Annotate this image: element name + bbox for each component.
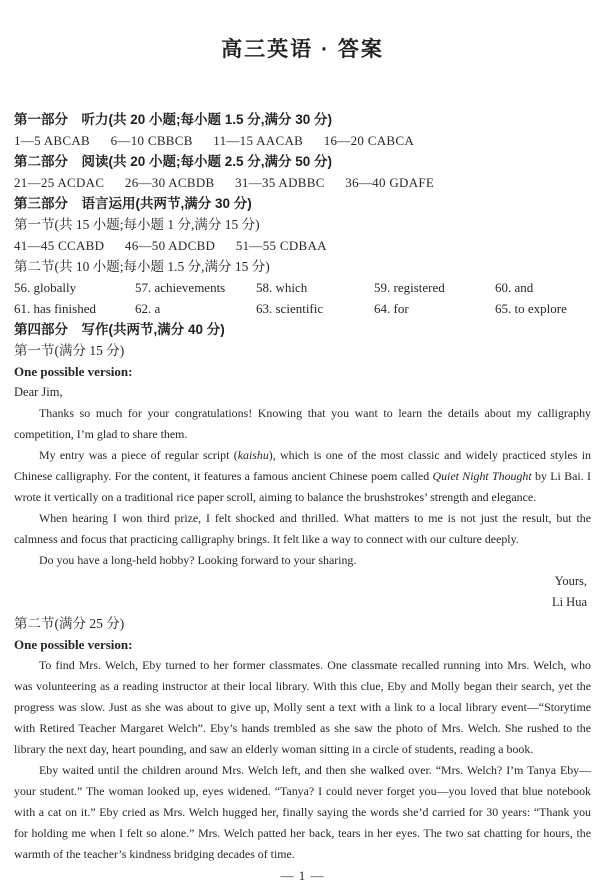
part3-section1-answers xyxy=(14,235,591,256)
answer-group: 6—10 CBBCB xyxy=(110,133,193,148)
answer-group: 51—55 CDBAA xyxy=(235,238,327,253)
essay1-paragraph-1: Thanks so much for your congratulations! Knowing that you want to learn the details about my calligraphy competition, I’m glad to share them. xyxy=(14,406,591,441)
essay2-section-heading: 第二节(满分 25 分) xyxy=(14,616,125,631)
essay2-paragraph-2: Eby waited until the children around Mrs. Welch left, and then she walked over. “Mrs. Welch? I’m Tanya Eby—your student.” The woman looked up, eyes widened. “Tanya? I could never forget you—you loved that blue notebook with a cat on it.” Eby cried as Mrs. Welch hugged her, finally saying the words she’d carried for 30 years: “Thank you for holding me when I felt so alone.” Mrs. Welch patted her back, tears in her eyes. The two sat chatting for hours, the warmth of the teacher’s kindness bridging decades of time. xyxy=(14,763,591,861)
answer-group: 21—25 ACDAC xyxy=(14,175,105,190)
essay1-salutation: Dear Jim, xyxy=(14,385,63,399)
answer-group: 16—20 CABCA xyxy=(323,133,415,148)
part4-writing-heading: 第四部分 写作(共两节,满分 40 分) xyxy=(14,322,225,337)
answer-item: 61. has finished xyxy=(14,301,96,316)
essay1-closing: Yours, xyxy=(554,574,587,588)
answer-group: 1—5 ABCAB xyxy=(14,133,91,148)
essay1-signature: Li Hua xyxy=(551,595,587,609)
answer-item: 60. and xyxy=(495,280,534,295)
part3-section1-heading: 第一节(共 15 小题;每小题 1 分,满分 15 分) xyxy=(14,217,260,232)
essay1-paragraph-3: When hearing I won third prize, I felt shocked and thrilled. What matters to me is not just the result, but the calmness and focus that practicing calligraphy brings. It felt like a way to connect with our culture deeply. xyxy=(14,511,591,546)
answer-item: 59. registered xyxy=(374,280,445,295)
cloze-answers-row-1 xyxy=(14,277,591,298)
essay1-section-heading: 第一节(满分 15 分) xyxy=(14,343,125,358)
part2-reading-answers xyxy=(14,172,591,193)
essay1-para2-italic-kaishu: kaishu xyxy=(237,448,269,462)
part3-language-use-heading: 第三部分 语言运用(共两节,满分 30 分) xyxy=(14,196,252,211)
page-number: — 1 — xyxy=(280,868,325,883)
answer-item: 57. achievements xyxy=(135,280,226,295)
essay1-version-label: One possible version: xyxy=(14,364,133,379)
answer-group: 46—50 ADCBD xyxy=(124,238,216,253)
answer-item: 58. which xyxy=(256,280,308,295)
essay1-paragraph-4: Do you have a long-held hobby? Looking forward to your sharing. xyxy=(39,553,357,567)
essay1-para2-italic-poem-title: Quiet Night Thought xyxy=(432,469,532,483)
part1-listening-answers xyxy=(14,130,591,151)
part2-reading-heading: 第二部分 阅读(共 20 小题;每小题 2.5 分,满分 50 分) xyxy=(14,154,333,169)
essay1-para2-text: ), which is one of the most classic and widely practiced styles in Chinese calligraphy. For the content, it features a famous ancient Chinese poem called xyxy=(14,448,591,483)
writing-section-2 xyxy=(14,613,591,865)
answer-item: 64. for xyxy=(374,301,409,316)
answer-item: 56. globally xyxy=(14,280,77,295)
cloze-answers-row-2 xyxy=(14,298,591,319)
answer-group: 31—35 ADBBC xyxy=(235,175,325,190)
answer-group: 26—30 ACBDB xyxy=(124,175,215,190)
answer-group: 41—45 CCABD xyxy=(14,238,105,253)
essay2-paragraph-1: To find Mrs. Welch, Eby turned to her former classmates. One classmate recalled running into Mrs. Welch, who was volunteering as a reading instructor at their local library. With this clue, Eby and Molly began their search, yet the progress was slow. Just as she was about to give up, Molly sent a text with a link to a local library event—“Storytime with Retired Teacher Margaret Welch”. Eby’s hands trembled as she saw the photo of Mrs. Welch. She rushed to the library the next day, heart pounding, and saw an elderly woman sitting in a circle of students, reading a book. xyxy=(14,658,591,756)
page-title: 高三英语 · 答案 xyxy=(221,38,384,61)
answer-key-section xyxy=(14,109,591,340)
answer-item: 65. to explore xyxy=(495,301,567,316)
answer-group: 11—15 AACAB xyxy=(213,133,304,148)
writing-section-1 xyxy=(14,340,591,613)
answer-item: 62. a xyxy=(135,301,161,316)
essay1-para2-text: My entry was a piece of regular script ( xyxy=(39,448,238,462)
part3-section2-heading: 第二节(共 10 小题;每小题 1.5 分,满分 15 分) xyxy=(14,259,270,274)
answer-group: 36—40 GDAFE xyxy=(345,175,435,190)
essay1-paragraph-2 xyxy=(14,445,591,508)
answer-item: 63. scientific xyxy=(256,301,324,316)
essay2-version-label: One possible version: xyxy=(14,637,133,652)
essay1-para2-text: by Li Bai. I wrote it vertically on a traditional rice paper scroll, aiming to balance the brushstrokes’ strength and elegance. xyxy=(14,469,591,504)
part1-listening-heading: 第一部分 听力(共 20 小题;每小题 1.5 分,满分 30 分) xyxy=(14,112,333,127)
